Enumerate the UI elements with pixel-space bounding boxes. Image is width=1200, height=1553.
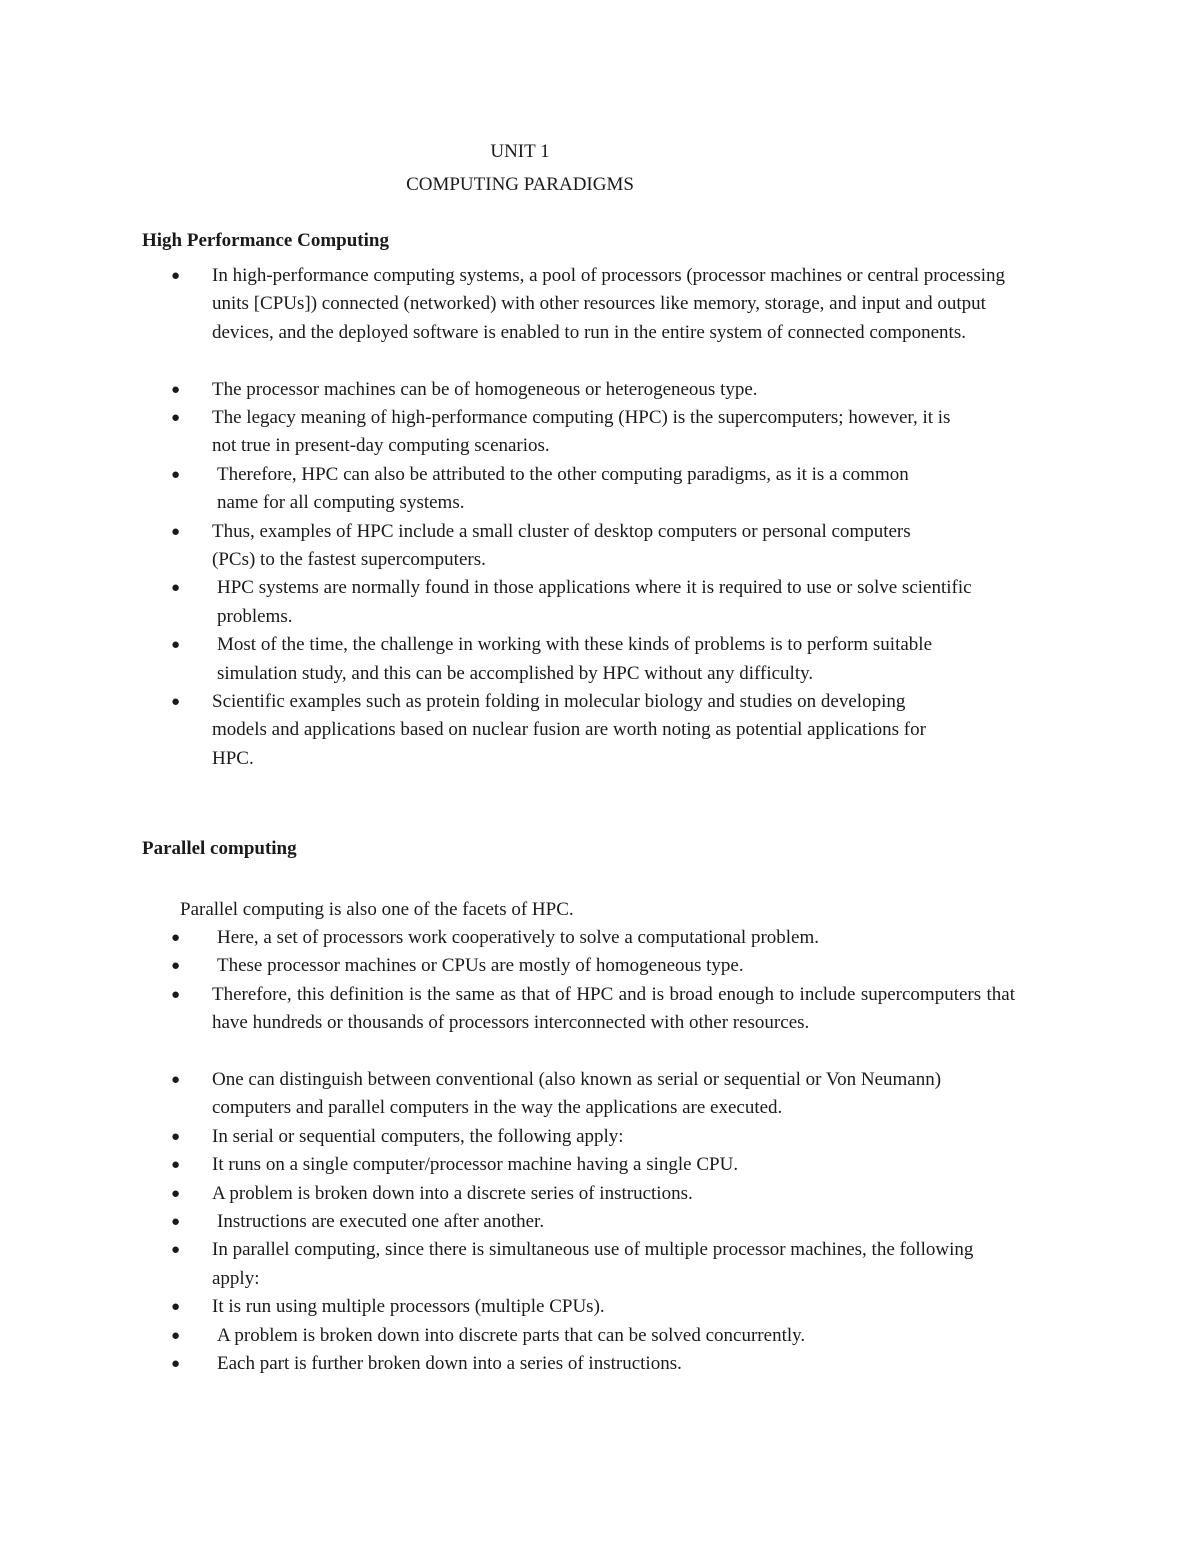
bullet-text: It is run using multiple processors (multiple CPUs). [212,1296,605,1318]
hpc-bullet-list [0,262,1050,773]
bullet-text: Here, a set of processors work cooperatively to solve a computational problem. [217,927,820,948]
bullet-text: In high-performance computing systems, a pool of processors (processor machines or central processing units [CPUs]) connected (networked) with other resources like memory, storage, and input and output devices, and the deployed software is enabled to run in the entire system of connected components. [212,265,1006,343]
bullet-dot-icon: ● [171,1355,181,1372]
bullet-text: Scientific examples such as protein folding in molecular biology and studies on developing models and applications based on nuclear fusion are worth noting as potential applications for HPC. [212,690,926,769]
bullet-text: Instructions are executed one after another. [217,1210,545,1232]
bullet-dot-icon: ● [171,958,181,975]
bullet-text: Therefore, HPC can also be attributed to the other computing paradigms, as it is a common name for all computing systems. [217,463,909,514]
bullet-dot-icon: ● [171,1185,181,1202]
bullet-dot-icon: ● [171,1071,181,1088]
list-item [0,1208,1020,1236]
bullet-dot-icon: ● [171,1213,181,1230]
parallel-intro: Parallel computing is also one of the facets of HPC. [180,899,574,920]
bullet-text: Most of the time, the challenge in working with these kinds of problems is to perform suitable simulation study, and this can be accomplished by HPC without any difficulty. [217,634,933,684]
bullet-dot-icon: ● [171,523,181,540]
list-item [0,1350,1020,1378]
list-item [0,1236,1020,1293]
bullet-dot-icon: ● [171,580,181,597]
list-item [0,631,1050,688]
list-item [0,262,1050,376]
bullet-text: One can distinguish between conventional (also known as serial or sequential or Von Neumann) computers and parallel computers in the way the applications are executed. [212,1068,942,1119]
list-item [0,924,1020,952]
bullet-dot-icon: ● [171,930,181,946]
list-item [0,1151,1020,1179]
list-item [0,1123,1020,1151]
list-item [0,688,1050,773]
bullet-text: The legacy meaning of high-performance computing (HPC) is the supercomputers; however, it is not true in present-day computing scenarios. [212,406,951,457]
list-item [0,981,1020,1066]
list-item [0,461,1050,518]
list-item [0,1066,1020,1123]
unit-title: UNIT 1 [490,141,550,162]
bullet-dot-icon: ● [171,268,181,284]
bullet-dot-icon: ● [171,1242,181,1259]
list-item [0,404,1050,461]
bullet-text: Therefore, this definition is the same as that of HPC and is broad enough to include supercomputers that have hundreds or thousands of processors interconnected with other resources. [212,983,1015,1034]
bullet-dot-icon: ● [171,1327,181,1344]
bullet-dot-icon: ● [171,1157,181,1174]
bullet-dot-icon: ● [171,409,181,426]
bullet-dot-icon: ● [171,466,181,483]
bullet-text: A problem is broken down into a discrete series of instructions. [212,1182,693,1204]
bullet-text: In parallel computing, since there is simultaneous use of multiple processor machines, the following apply: [212,1239,974,1289]
bullet-text: HPC systems are normally found in those applications where it is required to use or solve scientific problems. [217,577,972,627]
bullet-dot-icon: ● [171,986,181,1003]
bullet-dot-icon: ● [171,693,181,710]
hpc-section-heading: High Performance Computing [142,230,389,251]
bullet-text: Thus, examples of HPC include a small cluster of desktop computers or personal computers (PCs) to the fastest supercomputers. [212,520,911,570]
list-item [0,1180,1020,1208]
bullet-text: A problem is broken down into discrete parts that can be solved concurrently. [217,1324,806,1346]
parallel-section-heading: Parallel computing [142,838,297,859]
parallel-bullet-list [0,924,1020,1378]
list-item [0,518,1050,575]
list-item [0,574,1050,631]
bullet-text: It runs on a single computer/processor machine having a single CPU. [212,1154,739,1176]
bullet-text: In serial or sequential computers, the following apply: [212,1125,624,1147]
bullet-text: Each part is further broken down into a series of instructions. [217,1352,682,1374]
bullet-dot-icon: ● [171,1128,181,1145]
list-item [0,1322,1020,1350]
chapter-title: COMPUTING PARADIGMS [406,174,634,195]
bullet-text: These processor machines or CPUs are mostly of homogeneous type. [217,955,744,977]
list-item [0,1293,1020,1321]
bullet-dot-icon: ● [171,637,181,654]
bullet-dot-icon: ● [171,381,181,398]
bullet-text: The processor machines can be of homogeneous or heterogeneous type. [212,378,758,400]
bullet-dot-icon: ● [171,1299,181,1316]
list-item [0,952,1020,980]
list-item [0,376,1050,404]
